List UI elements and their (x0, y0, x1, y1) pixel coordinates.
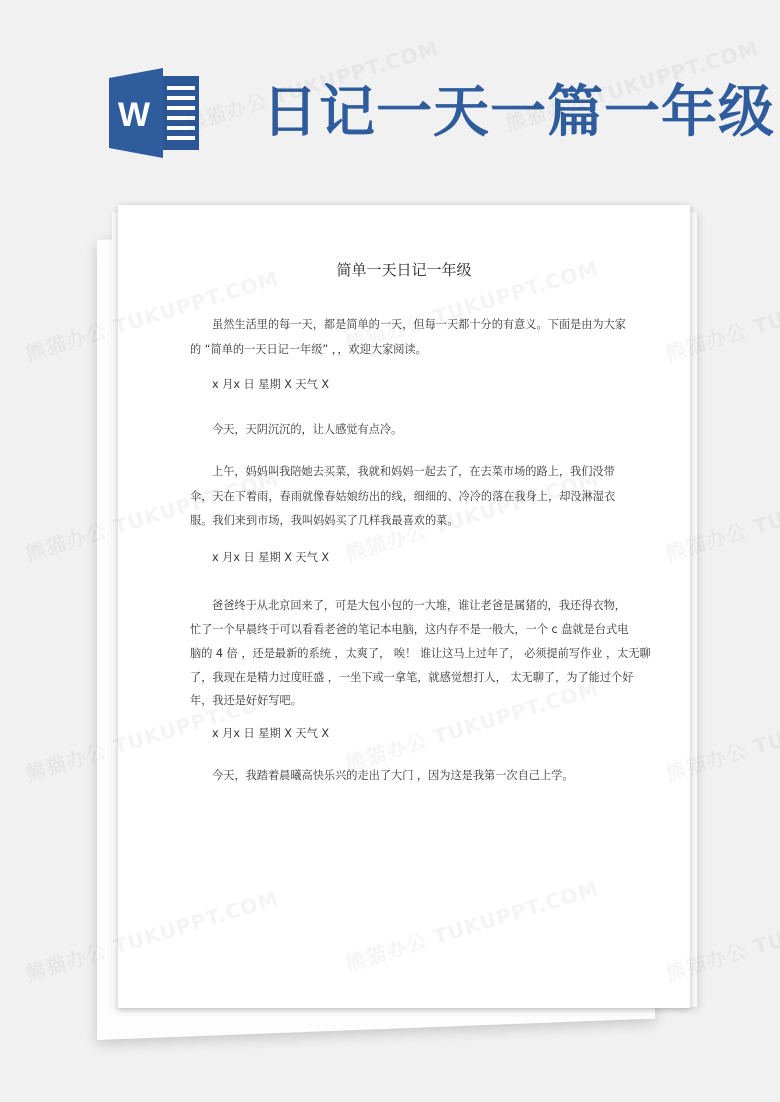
document-title: 简单一天日记一年级 (336, 261, 472, 279)
banner-title: 日记一天一篇一年级 (262, 79, 775, 145)
header-banner (0, 0, 780, 180)
paragraph-line: 上午，妈妈叫我陪她去买菜，我就和妈妈一起去了，在去菜市场的路上，我们没带 (212, 465, 615, 478)
svg-text:W: W (117, 96, 151, 134)
paragraph-line: 忙了一个早晨终于可以看看老爸的笔记本电脑，这内存不是一般大，一个 c 盘就是台式电 (190, 623, 629, 636)
paragraph-line: 伞，天在下着雨，春雨就像春姑娘纺出的线，细细的、冷冷的落在我身上，却没淋湿衣 (190, 490, 616, 503)
paragraph-line: 了，我现在是精力过度旺盛 ，一坐下或一拿笔，就感觉想打人， 太无聊了，为了能过个好 (190, 671, 634, 684)
document-page (118, 205, 690, 1008)
paragraph-line: 今天，我踏着晨曦高快乐兴的走出了大门 ，因为这是我第一次自己上学。 (212, 769, 574, 782)
date-line: x 月x 日 星期 X 天气 X (212, 727, 330, 740)
paragraph-line: 今天，天阴沉沉的，让人感觉有点冷。 (212, 423, 403, 436)
paragraph-line: 爸爸终于从北京回来了，可是大包小包的一大堆，谁让老爸是属猪的，我还得衣物， (212, 599, 626, 612)
date-line: x 月x 日 星期 X 天气 X (212, 378, 330, 391)
paragraph-line: 的 “简单的一天日记一年级” ，，欢迎大家阅读。 (190, 343, 427, 356)
paragraph-line: 年，我还是好好写吧。 (190, 694, 302, 707)
word-icon (109, 68, 207, 158)
paragraph-line: 服。我们来到市场，我叫妈妈买了几样我最喜欢的菜。 (190, 514, 459, 527)
paragraph-line: 虽然生活里的每一天，都是简单的一天，但每一天都十分的有意义。下面是由为大家 (212, 318, 626, 331)
paragraph-line: 脑的 4 倍 ，还是最新的系统 ，太爽了， 唉！ 谁让这马上过年了， 必须提前写作业 ，太无聊 (190, 647, 651, 660)
date-line: x 月x 日 星期 X 天气 X (212, 551, 330, 564)
